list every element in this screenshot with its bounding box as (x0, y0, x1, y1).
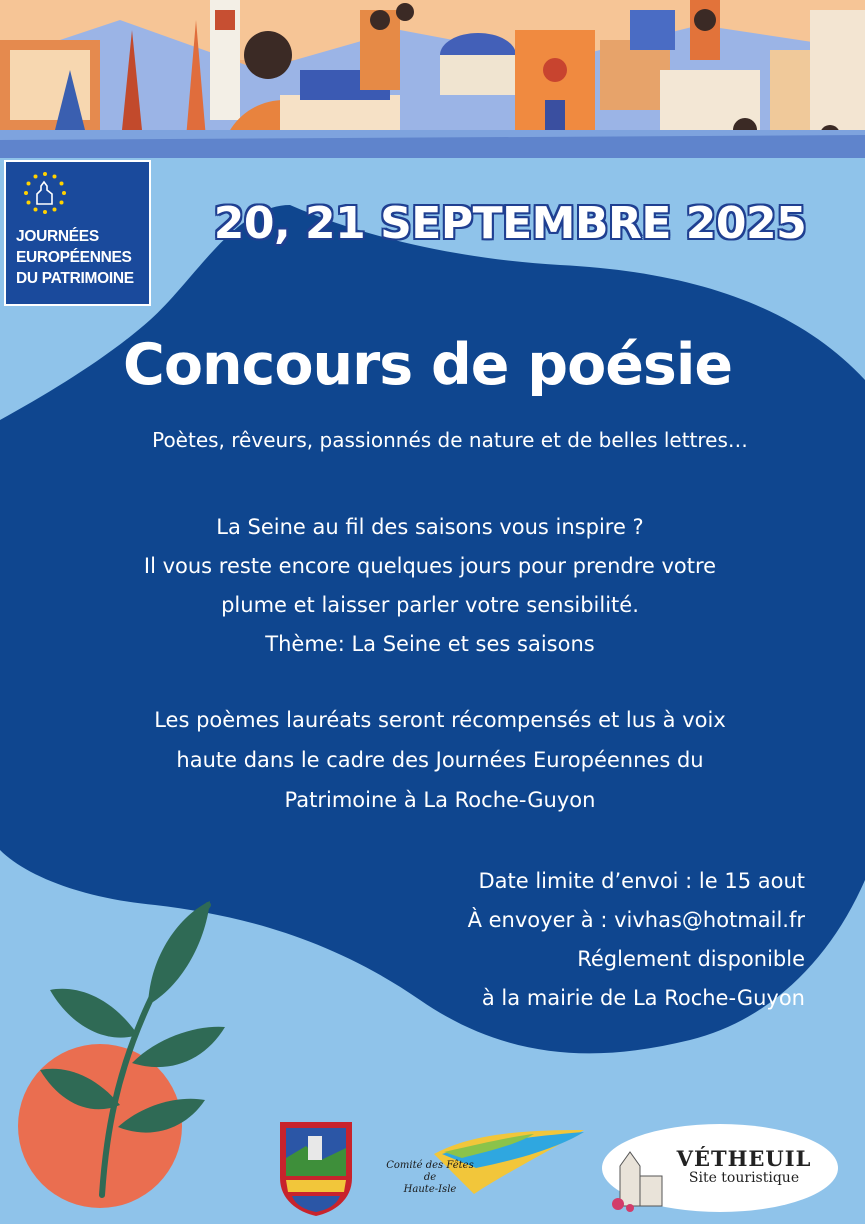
email-text: À envoyer à : vivhas@hotmail.fr (467, 908, 805, 932)
comite-line: Comité des Fêtes (386, 1160, 474, 1171)
paragraph-theme (40, 508, 820, 664)
paragraph-prizes (40, 700, 840, 820)
vetheuil-name: VÉTHEUIL (676, 1146, 812, 1171)
page-title: Concours de poésie (122, 332, 733, 398)
text-line: La Seine au fil des saisons vous inspire ? (216, 515, 644, 539)
logo-line: EUROPÉENNES (16, 249, 132, 266)
text-line: Il vous reste encore quelques jours pour prendre votre (143, 554, 717, 578)
text-line: Les poèmes lauréats seront récompensés et lus à voix (154, 708, 726, 732)
logo-line: JOURNÉES (16, 228, 99, 245)
deadline-text: Date limite d’envoi : le 15 aout (478, 869, 805, 893)
text-line: Patrimoine à La Roche-Guyon (284, 788, 596, 812)
text-line: plume et laisser parler votre sensibilité. (221, 593, 639, 617)
leaf-branch-icon (20, 895, 240, 1205)
journees-patrimoine-logo (4, 160, 151, 306)
coat-of-arms-icon (276, 1118, 356, 1218)
rules-location-text: à la mairie de La Roche-Guyon (481, 986, 805, 1010)
vetheuil-subtitle: Site touristique (688, 1170, 800, 1186)
intro-text: Poètes, rêveurs, passionnés de nature et de belles lettres… (152, 428, 748, 452)
text-line: Thème: La Seine et ses saisons (265, 632, 595, 656)
comite-line: Haute-Isle (403, 1184, 457, 1195)
event-date: 20, 21 SEPTEMBRE 2025 (213, 198, 807, 249)
submission-details (300, 862, 805, 1018)
text-line: haute dans le cadre des Journées Européennes du (176, 748, 704, 772)
comite-line: de (423, 1172, 437, 1183)
logo-line: DU PATRIMOINE (16, 270, 134, 287)
eu-stars-icon (22, 170, 68, 216)
rules-text: Réglement disponible (577, 947, 805, 971)
logo-text (16, 226, 150, 289)
comite-name (384, 1160, 476, 1196)
